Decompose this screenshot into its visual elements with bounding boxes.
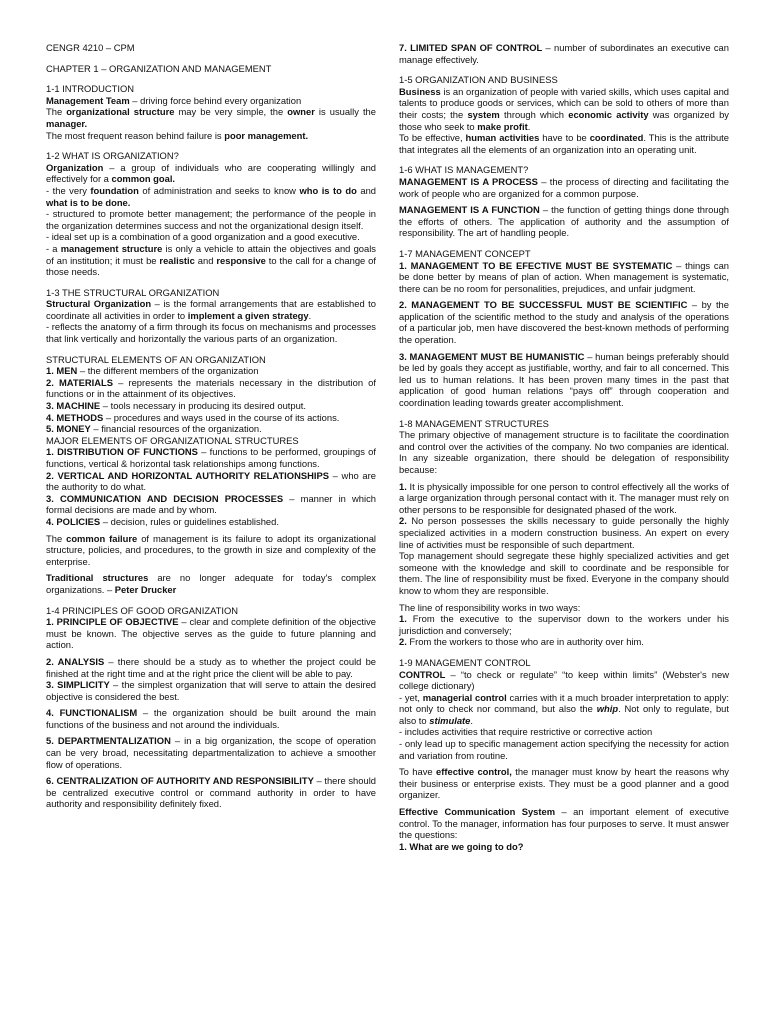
principle-item: 3. SIMPLICITY – the simplest organization that will serve to attain the desired objective is considered the best. (46, 679, 376, 702)
structural-organization-definition: Structural Organization – is the formal arrangements that are established to coordinate all activities in order to implement a given strategy. (46, 298, 376, 321)
major-element-item: 4. POLICIES – decision, rules or guidelines established. (46, 515, 279, 527)
section-1-7-title: 1-7 MANAGEMENT CONCEPT (399, 247, 531, 259)
section-1-4-title: 1-4 PRINCIPLES OF GOOD ORGANIZATION (46, 604, 239, 616)
element-item: 4. METHODS – procedures and ways used in the course of its actions. (46, 411, 340, 423)
management-team-paragraph: Management Team – driving force behind every organization (46, 94, 302, 106)
control-definition: CONTROL – “to check or regulate” “to keep within limits” (Webster's new college dictionary) (399, 668, 729, 692)
principle-item: 1. PRINCIPLE OF OBJECTIVE – clear and complete definition of the objective must be known. The objective serves as the guide to future planning and action. (46, 616, 377, 651)
effectiveness-paragraph: To be effective, human activities have to be coordinated. This is the attribute that integrates all the elements of an organization into an operating unit. (399, 132, 729, 155)
line-of-responsibility: The line of responsibility works in two ways: (399, 601, 581, 613)
organization-bullet-3: - ideal set up is a combination of a good organization and a good executive. (46, 231, 360, 243)
left-column (46, 42, 376, 810)
org-structure-paragraph: The organizational structure may be very simple, the owner is usually the manager. (46, 106, 376, 129)
delegation-reason-1: 1. It is physically impossible for one person to control effectively all the works of a large organization through personal contact with it. The manager must rely on other persons to be responsible for designated phased of the work. (399, 480, 729, 515)
section-1-3-title: 1-3 THE STRUCTURAL ORGANIZATION (46, 286, 220, 298)
effective-control-paragraph: To have effective control, the manager must know by heart the reasons why their business or enterprise exists. They must be a good planner and a good organizer. (399, 766, 729, 801)
control-bullet-2: - includes activities that require restrictive or corrective action (399, 726, 653, 738)
failure-paragraph: The most frequent reason behind failure is poor management. (46, 129, 309, 141)
concept-item: 1. MANAGEMENT TO BE EFECTIVE MUST BE SYSTEMATIC – things can be done better by means of plan of action. When management is systematic, there can be no room for personalities, prejudices, and unfair judgment. (399, 259, 729, 294)
organization-bullet-1: - the very foundation of administration and seeks to know who is to do and what is to be done. (46, 184, 376, 208)
section-1-8-title: 1-8 MANAGEMENT STRUCTURES (399, 417, 549, 429)
section-1-9-title: 1-9 MANAGEMENT CONTROL (399, 656, 531, 668)
major-element-item: 2. VERTICAL AND HORIZONTAL AUTHORITY RELATIONSHIPS – who are the authority to do what. (46, 469, 376, 493)
structures-intro: The primary objective of management structure is to facilitate the coordination and control over the activities of the company. No two companies are identical. In any sizeable organization, there should be delegation of responsibility because: (399, 429, 729, 475)
principle-item: 2. ANALYSIS – there should be a study as to whether the project could be finished at the right time and at the right price the client will be able to pay. (46, 655, 376, 679)
element-item: 1. MEN – the different members of the organization (46, 365, 259, 377)
line-way-2: 2. From the workers to those who are in authority over him. (399, 636, 644, 648)
line-way-1: 1. From the executive to the supervisor down to the workers under his jurisdiction and conversely; (399, 613, 729, 636)
common-failure-paragraph: The common failure of management is its failure to adopt its organizational structure, policies, and procedures, to the growth in size and complexity of the enterprise. (46, 532, 376, 567)
management-function-paragraph: MANAGEMENT IS A FUNCTION – the function of getting things done through the efforts of others. The application of authority and the assumption of responsibility. The art of handling people. (399, 204, 729, 239)
element-item: 3. MACHINE – tools necessary in producing its desired output. (46, 400, 307, 412)
business-definition: Business is an organization of people with varied skills, which uses capital and talents to produce goods or services, which can be sold to others of more than their costs; the system through which economic activity was organized by those who seek to make profit. (399, 85, 729, 132)
concept-item: 3. MANAGEMENT MUST BE HUMANISTIC – human beings preferably should be led by goals they accept as justifiable, worthy, and fair to all concerned. This led us to human relations. It has been proven many times in the past that application of good human relations “pays off” through cooperation and coordination leading towards greater accomplishment. (399, 350, 729, 409)
question-1: 1. What are we going to do? (399, 840, 524, 852)
management-team-term: Management Team (46, 94, 130, 106)
top-management-paragraph: Top management should segregate these highly specialized activities and get someone with the knowledge and skill to coordinate and be responsible for them. The line of responsibility must be fixed. Everyone in the company should know to whom they are responsible. (399, 550, 729, 596)
principle-item: 5. DEPARTMENTALIZATION – in a big organization, the scope of operation can be very broad, necessitating departmentalization to achieve a smoother flow of operations. (46, 735, 376, 770)
concept-item: 2. MANAGEMENT TO BE SUCCESSFUL MUST BE SCIENTIFIC – by the application of the scientific method to the study and analysis of the operations of a particular job, men have discovered the best-known methods of performing the operation. (399, 299, 729, 346)
major-element-item: 3. COMMUNICATION AND DECISION PROCESSES – manner in which formal decisions are made and by whom. (46, 492, 376, 516)
structural-elements-title: STRUCTURAL ELEMENTS OF AN ORGANIZATION (46, 353, 266, 365)
principle-item: 6. CENTRALIZATION OF AUTHORITY AND RESPONSIBILITY – there should be centralized executive control or command authority in order to have authority and responsibility definitely fixed. (46, 775, 376, 810)
section-1-1-title: 1-1 INTRODUCTION (46, 83, 135, 95)
organization-bullet-2: - structured to promote better management; the performance of the people in the organization determines success and not the organizational design itself. (46, 208, 376, 231)
organization-bullet-4: - a management structure is only a vehicle to attain the objectives and goals of an institution; it must be realistic and responsive to the call for a change of those needs. (46, 242, 376, 278)
structural-organization-bullet: - reflects the anatomy of a firm through its focus on mechanisms and processes that link vertically and horizontally the various parts of an organization. (46, 321, 376, 345)
delegation-reason-2: 2. No person possesses the skills necessary to guide personally the highly specialized activities in a modern construction business. An expert on every line of activities must be responsible of such department. (399, 515, 729, 550)
organization-definition: Organization – a group of individuals who are cooperating willingly and effectively for a common goal. (46, 161, 376, 185)
section-1-6-title: 1-6 WHAT IS MANAGEMENT? (399, 164, 529, 176)
element-item: 2. MATERIALS – represents the materials necessary in the distribution of functions or in the attainment of its objectives. (46, 376, 376, 400)
traditional-structures-paragraph: Traditional structures are no longer adequate for today's complex organizations. – Peter Drucker (46, 572, 376, 595)
right-column (399, 42, 729, 852)
major-elements-title: MAJOR ELEMENTS OF ORGANIZATIONAL STRUCTURES (46, 434, 299, 446)
course-code: CENGR 4210 – CPM (46, 42, 135, 53)
communication-system-paragraph: Effective Communication System – an important element of executive control. To the manager, information has four purposes to serve. It must answer the questions: (399, 806, 729, 841)
section-1-2-title: 1-2 WHAT IS ORGANIZATION? (46, 150, 179, 162)
major-element-item: 1. DISTRIBUTION OF FUNCTIONS – functions to be performed, groupings of functions, vertical & horizontal task relationships among functions. (46, 446, 376, 469)
section-1-5-title: 1-5 ORGANIZATION AND BUSINESS (399, 74, 558, 86)
management-process-paragraph: MANAGEMENT IS A PROCESS – the process of directing and facilitating the work of people who are organized for a common purpose. (399, 175, 729, 199)
control-bullet-3: - only lead up to specific management action specifying the necessity for action and variation from routine. (399, 738, 729, 761)
managerial-control-paragraph: - yet, managerial control carries with it a much broader interpretation to apply: not only to check nor command, but also the whip. Not only to regulate, but also to stimulate. (399, 691, 729, 726)
element-item: 5. MONEY – financial resources of the organization. (46, 423, 262, 435)
principle-item: 4. FUNCTIONALISM – the organization should be built around the main functions of the business and not around the individuals. (46, 707, 376, 730)
chapter-title: CHAPTER 1 – ORGANIZATION AND MANAGEMENT (46, 62, 272, 74)
principle-item-7: 7. LIMITED SPAN OF CONTROL – number of subordinates an executive can manage effectively. (399, 42, 729, 65)
